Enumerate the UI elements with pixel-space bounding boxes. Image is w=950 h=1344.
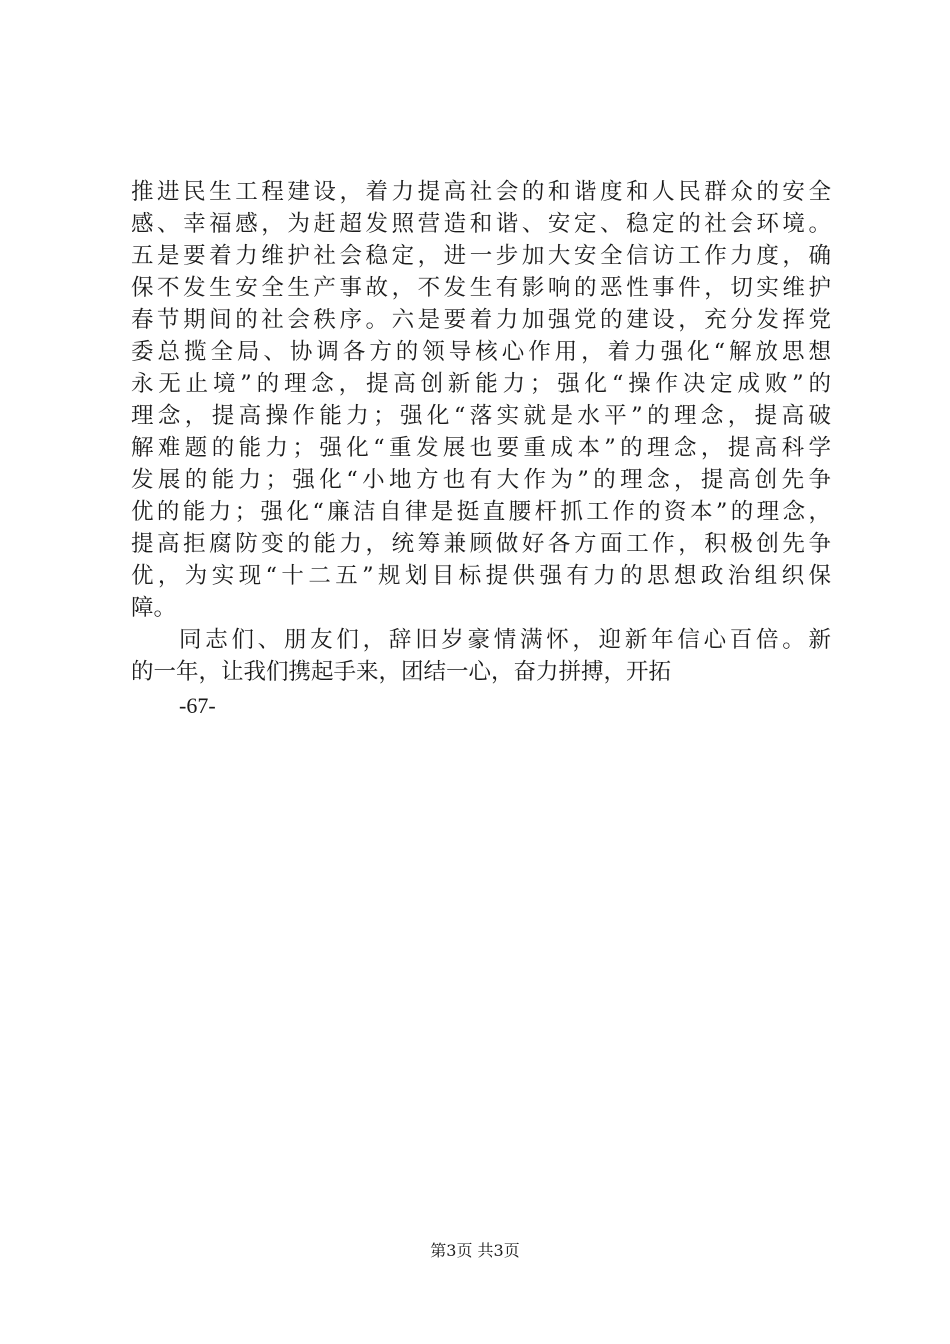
body-line-14: 障。	[131, 595, 177, 621]
body-line-16: 的一年，让我们携起手来，团结一心，奋力拼搏，开拓	[131, 659, 672, 685]
inline-page-number: -67-	[179, 693, 216, 718]
body-line-1: 推进民生工程建设，着力提高社会的和谐度和人民群众的安全	[131, 179, 831, 205]
body-line-5: 春节期间的社会秩序。六是要着力加强党的建设，充分发挥党	[131, 307, 831, 333]
body-line-10: 发展的能力；强化“小地方也有大作为”的理念，提高创先争	[131, 467, 831, 493]
body-line-9: 解难题的能力；强化“重发展也要重成本”的理念，提高科学	[131, 435, 831, 461]
body-line-15: 同志们、朋友们，辞旧岁豪情满怀，迎新年信心百倍。新	[179, 627, 831, 653]
body-line-13: 优，为实现“十二五”规划目标提供强有力的思想政治组织保	[131, 563, 831, 589]
body-line-6: 委总揽全局、协调各方的领导核心作用，着力强化“解放思想	[131, 339, 831, 365]
page-footer: 第3页 共3页	[430, 1241, 520, 1260]
body-line-8: 理念，提高操作能力；强化“落实就是水平”的理念，提高破	[131, 403, 831, 429]
body-line-12: 提高拒腐防变的能力，统筹兼顾做好各方面工作，积极创先争	[131, 531, 831, 557]
body-line-11: 优的能力；强化“廉洁自律是挺直腰杆抓工作的资本”的理念，	[131, 499, 831, 525]
body-line-7: 永无止境”的理念，提高创新能力；强化“操作决定成败”的	[131, 371, 831, 397]
body-line-2: 感、幸福感，为赶超发照营造和谐、安定、稳定的社会环境。	[131, 211, 831, 237]
body-line-4: 保不发生安全生产事故，不发生有影响的恶性事件，切实维护	[131, 275, 831, 301]
body-line-3: 五是要着力维护社会稳定，进一步加大安全信访工作力度，确	[131, 243, 831, 269]
